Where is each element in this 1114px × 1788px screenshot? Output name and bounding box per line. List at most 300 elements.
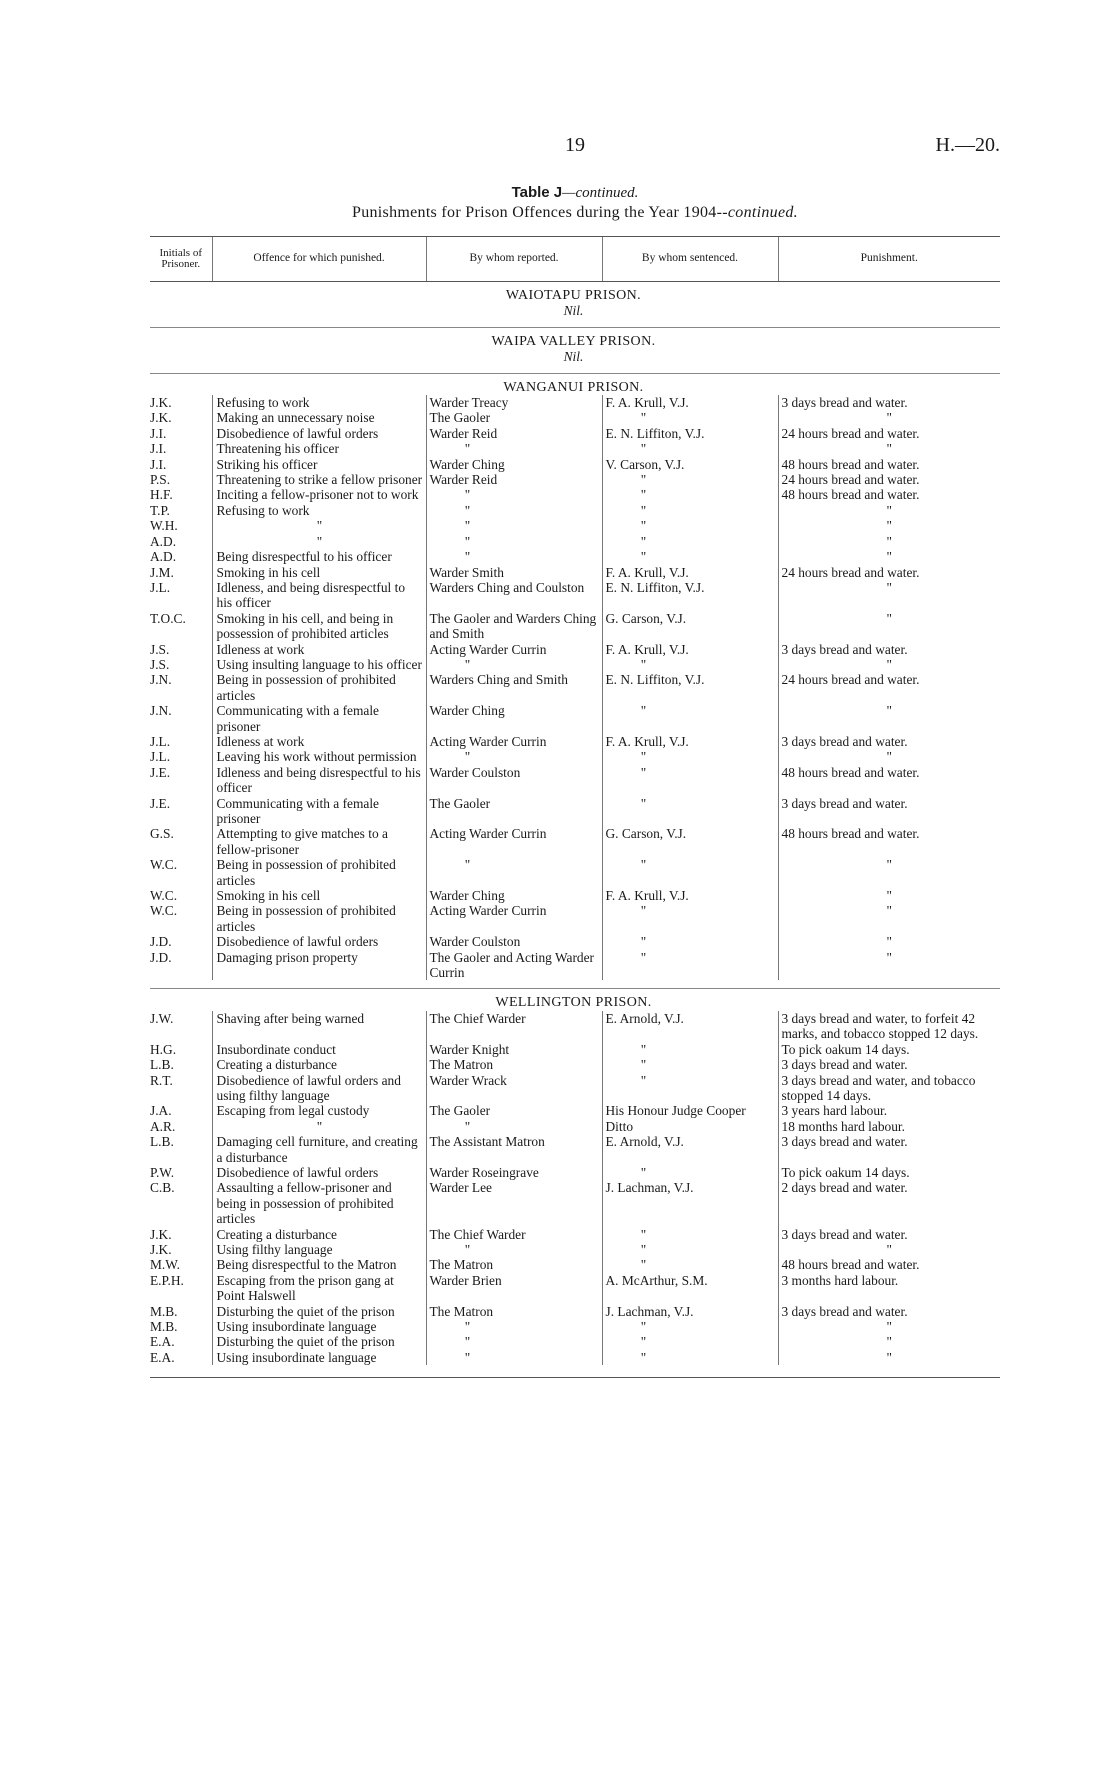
cell-text: Disturbing the quiet of the prison <box>216 1303 395 1319</box>
cell-text: " <box>464 441 471 457</box>
cell-text: " <box>640 518 647 534</box>
cell-reported <box>426 457 602 472</box>
table-row <box>150 1119 1000 1134</box>
table-row <box>150 950 1000 981</box>
cell-reported <box>426 426 602 441</box>
cell-text: " <box>640 410 647 426</box>
cell-text: A. McArthur, S.M. <box>605 1272 708 1288</box>
cell-initials <box>150 580 212 611</box>
cell-reported <box>426 441 602 456</box>
cell-reported <box>426 534 602 549</box>
cell-text: " <box>886 1319 892 1334</box>
cell-punishment <box>778 487 1000 502</box>
cell-initials <box>150 1242 212 1257</box>
cell-text: " <box>640 1257 647 1273</box>
table-row <box>150 395 1000 410</box>
cell-text: F. A. Krull, V.J. <box>605 733 689 749</box>
cell-punishment <box>778 1242 1000 1257</box>
cell-text: 2 days bread and water. <box>781 1180 908 1196</box>
cell-text: C.B. <box>150 1180 175 1196</box>
cell-text: " <box>464 1349 471 1365</box>
cell-reported <box>426 1165 602 1180</box>
cell-text: 3 days bread and water. <box>781 1057 908 1073</box>
page-header <box>150 134 1000 164</box>
cell-sentenced <box>602 857 778 888</box>
cell-punishment <box>778 1273 1000 1304</box>
page-number: 19 <box>565 134 585 156</box>
cell-initials <box>150 796 212 827</box>
cell-text: G. Carson, V.J. <box>605 610 687 626</box>
cell-sentenced <box>602 765 778 796</box>
cell-text: " <box>886 441 892 457</box>
cell-text: Creating a disturbance <box>216 1226 337 1242</box>
cell-punishment <box>778 410 1000 425</box>
cell-punishment <box>778 565 1000 580</box>
cell-offence <box>212 395 426 410</box>
cell-sentenced <box>602 1134 778 1165</box>
cell-sentenced <box>602 1103 778 1118</box>
cell-text: Creating a disturbance <box>216 1057 337 1073</box>
table-row <box>150 1134 1000 1165</box>
cell-punishment <box>778 1227 1000 1242</box>
cell-text: " <box>640 703 647 719</box>
cell-text: The Chief Warder <box>429 1226 526 1242</box>
cell-punishment <box>778 796 1000 827</box>
cell-text: " <box>464 518 471 534</box>
cell-initials <box>150 457 212 472</box>
cell-reported <box>426 518 602 533</box>
document-code: H.—20. <box>935 134 1000 156</box>
cell-initials <box>150 765 212 796</box>
cell-punishment <box>778 1304 1000 1319</box>
cell-sentenced <box>602 611 778 642</box>
cell-text: His Honour Judge Cooper <box>605 1103 746 1119</box>
cell-offence <box>212 903 426 934</box>
cell-text: H.G. <box>150 1041 177 1057</box>
cell-initials <box>150 934 212 949</box>
cell-offence <box>212 796 426 827</box>
cell-text: 48 hours bread and water. <box>781 1257 920 1273</box>
table-row <box>150 1273 1000 1304</box>
cell-initials <box>150 1350 212 1365</box>
cell-text: Damaging cell furniture, and creating a disturbance <box>216 1134 418 1165</box>
table-row <box>150 749 1000 764</box>
cell-text: Assaulting a fellow-prisoner and being in possession of prohibited articles <box>216 1180 394 1227</box>
cell-sentenced <box>602 472 778 487</box>
spacer-cell <box>150 980 1000 989</box>
cell-reported <box>426 395 602 410</box>
cell-punishment <box>778 1165 1000 1180</box>
table-row <box>150 826 1000 857</box>
cell-text: Ditto <box>605 1118 634 1134</box>
cell-reported <box>426 1180 602 1226</box>
cell-initials <box>150 1273 212 1304</box>
cell-punishment <box>778 703 1000 734</box>
cell-punishment <box>778 888 1000 903</box>
prison-section-heading <box>150 373 1000 395</box>
cell-text: Warder Ching <box>429 456 505 472</box>
cell-punishment <box>778 1073 1000 1104</box>
cell-reported <box>426 549 602 564</box>
cell-reported <box>426 672 602 703</box>
cell-text: " <box>640 949 647 965</box>
cell-text: 18 months hard labour. <box>781 1118 905 1134</box>
cell-text: " <box>640 1226 647 1242</box>
cell-offence <box>212 1180 426 1226</box>
cell-text: " <box>886 903 892 919</box>
table-row <box>150 565 1000 580</box>
cell-punishment <box>778 672 1000 703</box>
cell-text: " <box>464 502 471 518</box>
cell-text: J. Lachman, V.J. <box>605 1180 694 1196</box>
cell-reported <box>426 826 602 857</box>
cell-reported <box>426 1273 602 1304</box>
cell-text: 24 hours bread and water. <box>781 425 920 441</box>
cell-initials <box>150 487 212 502</box>
cell-initials <box>150 1257 212 1272</box>
cell-text: T.O.C. <box>150 610 186 626</box>
cell-sentenced <box>602 796 778 827</box>
cell-reported <box>426 1103 602 1118</box>
cell-text: Being in possession of prohibited articles <box>216 903 396 934</box>
cell-text: Acting Warder Currin <box>429 641 547 657</box>
cell-text: J.N. <box>150 672 172 688</box>
table-row <box>150 1057 1000 1072</box>
cell-initials <box>150 1227 212 1242</box>
cell-initials <box>150 1304 212 1319</box>
table-row <box>150 1242 1000 1257</box>
cell-offence <box>212 826 426 857</box>
cell-offence <box>212 642 426 657</box>
cell-text: " <box>464 1334 471 1350</box>
cell-sentenced <box>602 1165 778 1180</box>
prison-name: WELLINGTON PRISON. <box>150 989 1000 1011</box>
cell-text: J.D. <box>150 934 172 950</box>
cell-text: Warder Wrack <box>429 1072 507 1088</box>
cell-text: The Gaoler <box>429 410 491 426</box>
cell-initials <box>150 1011 212 1042</box>
cell-initials <box>150 1165 212 1180</box>
cell-text: J.L. <box>150 733 171 749</box>
cell-initials <box>150 441 212 456</box>
cell-text: E.A. <box>150 1334 175 1350</box>
section-spacer <box>150 980 1000 989</box>
table-row <box>150 672 1000 703</box>
cell-punishment <box>778 934 1000 949</box>
cell-text: T.P. <box>150 502 170 518</box>
cell-text: J.S. <box>150 641 170 657</box>
cell-sentenced <box>602 734 778 749</box>
table-title <box>150 184 1000 202</box>
cell-reported <box>426 565 602 580</box>
cell-text: V. Carson, V.J. <box>605 456 685 472</box>
cell-sentenced <box>602 441 778 456</box>
table-row <box>150 487 1000 502</box>
cell-sentenced <box>602 903 778 934</box>
cell-punishment <box>778 534 1000 549</box>
column-header-initials: Initials of Prisoner. <box>150 237 212 282</box>
table-row <box>150 657 1000 672</box>
cell-text: " <box>316 518 323 534</box>
table-row <box>150 857 1000 888</box>
cell-reported <box>426 642 602 657</box>
cell-offence <box>212 1103 426 1118</box>
cell-offence <box>212 1165 426 1180</box>
cell-text: E. Arnold, V.J. <box>605 1010 684 1026</box>
cell-text: " <box>886 518 892 534</box>
cell-initials <box>150 1119 212 1134</box>
cell-text: 3 days bread and water, and tobacco stopped 14 days. <box>781 1072 976 1103</box>
table-row <box>150 1304 1000 1319</box>
cell-reported <box>426 765 602 796</box>
cell-sentenced <box>602 580 778 611</box>
cell-sentenced <box>602 1334 778 1349</box>
cell-text: " <box>640 1041 647 1057</box>
cell-text: " <box>640 1164 647 1180</box>
cell-text: " <box>886 579 892 595</box>
cell-reported <box>426 857 602 888</box>
cell-text: 24 hours bread and water. <box>781 472 920 488</box>
cell-initials <box>150 1334 212 1349</box>
cell-sentenced <box>602 1257 778 1272</box>
cell-offence <box>212 1227 426 1242</box>
cell-text: W.C. <box>150 903 178 919</box>
cell-text: G. Carson, V.J. <box>605 826 687 842</box>
cell-text: 3 days bread and water. <box>781 1303 908 1319</box>
table-header-row <box>150 237 1000 282</box>
table-row <box>150 611 1000 642</box>
cell-text: " <box>886 949 892 965</box>
cell-text: Smoking in his cell <box>216 564 321 580</box>
cell-initials <box>150 1103 212 1118</box>
cell-punishment <box>778 1011 1000 1042</box>
cell-initials <box>150 703 212 734</box>
cell-text: 48 hours bread and water. <box>781 487 920 503</box>
cell-punishment <box>778 826 1000 857</box>
table-row <box>150 1227 1000 1242</box>
cell-text: " <box>640 472 647 488</box>
cell-reported <box>426 950 602 981</box>
table-subtitle <box>150 204 1000 222</box>
cell-text: Warder Roseingrave <box>429 1164 539 1180</box>
cell-punishment <box>778 642 1000 657</box>
cell-text: " <box>464 1118 471 1134</box>
cell-text: J.I. <box>150 441 167 457</box>
cell-text: F. A. Krull, V.J. <box>605 641 689 657</box>
cell-reported <box>426 1134 602 1165</box>
cell-offence <box>212 503 426 518</box>
table-row <box>150 1180 1000 1226</box>
cell-punishment <box>778 1319 1000 1334</box>
cell-initials <box>150 518 212 533</box>
cell-text: " <box>640 749 647 765</box>
cell-text: " <box>640 1057 647 1073</box>
cell-sentenced <box>602 487 778 502</box>
cell-text: G.S. <box>150 826 174 842</box>
table-row <box>150 1350 1000 1365</box>
cell-sentenced <box>602 642 778 657</box>
cell-sentenced <box>602 1319 778 1334</box>
cell-punishment <box>778 518 1000 533</box>
cell-text: M.W. <box>150 1257 181 1273</box>
cell-text: The Matron <box>429 1257 494 1273</box>
cell-text: Inciting a fellow-prisoner not to work <box>216 487 419 503</box>
cell-reported <box>426 1257 602 1272</box>
table-row <box>150 518 1000 533</box>
cell-reported <box>426 472 602 487</box>
cell-text: Idleness at work <box>216 733 305 749</box>
cell-text: J.L. <box>150 579 171 595</box>
cell-offence <box>212 734 426 749</box>
cell-reported <box>426 1304 602 1319</box>
cell-offence <box>212 1273 426 1304</box>
cell-text: The Gaoler <box>429 795 491 811</box>
cell-text: The Matron <box>429 1303 494 1319</box>
cell-punishment <box>778 1119 1000 1134</box>
cell-text: " <box>464 487 471 503</box>
cell-reported <box>426 657 602 672</box>
cell-text: F. A. Krull, V.J. <box>605 564 689 580</box>
prison-name: WAIOTAPU PRISON. <box>505 288 642 303</box>
cell-text: Warder Coulston <box>429 764 521 780</box>
cell-punishment <box>778 657 1000 672</box>
cell-initials <box>150 1134 212 1165</box>
table-row <box>150 441 1000 456</box>
cell-sentenced <box>602 565 778 580</box>
table-row <box>150 765 1000 796</box>
cell-text: E. Arnold, V.J. <box>605 1134 684 1150</box>
cell-initials <box>150 472 212 487</box>
cell-punishment <box>778 734 1000 749</box>
cell-text: " <box>886 1349 892 1365</box>
cell-text: F. A. Krull, V.J. <box>605 888 689 904</box>
cell-reported <box>426 1242 602 1257</box>
table-row <box>150 734 1000 749</box>
cell-offence <box>212 1134 426 1165</box>
cell-punishment <box>778 580 1000 611</box>
cell-reported <box>426 1319 602 1334</box>
cell-text: J.M. <box>150 564 174 580</box>
cell-text: J.A. <box>150 1103 172 1119</box>
cell-sentenced <box>602 1073 778 1104</box>
table-row <box>150 796 1000 827</box>
nil-label: Nil. <box>563 303 584 319</box>
cell-offence <box>212 703 426 734</box>
table-row <box>150 888 1000 903</box>
cell-text: J.I. <box>150 425 167 441</box>
cell-offence <box>212 1334 426 1349</box>
cell-text: " <box>640 502 647 518</box>
cell-text: Disobedience of lawful orders and using filthy language <box>216 1072 401 1103</box>
cell-sentenced <box>602 826 778 857</box>
cell-punishment <box>778 441 1000 456</box>
cell-text: A.D. <box>150 549 177 565</box>
cell-reported <box>426 1350 602 1365</box>
cell-text: " <box>640 549 647 565</box>
cell-text: J.K. <box>150 395 172 411</box>
prison-nil-row <box>150 349 1000 373</box>
cell-text: Warder Coulston <box>429 934 521 950</box>
cell-text: Warder Treacy <box>429 395 509 411</box>
cell-offence <box>212 1073 426 1104</box>
cell-punishment <box>778 1257 1000 1272</box>
cell-text: " <box>886 502 892 518</box>
cell-text: Being in possession of prohibited articles <box>216 857 396 888</box>
cell-sentenced <box>602 657 778 672</box>
cell-text: Being disrespectful to the Matron <box>216 1257 397 1273</box>
cell-text: " <box>640 934 647 950</box>
cell-initials <box>150 1042 212 1057</box>
cell-text: Acting Warder Currin <box>429 903 547 919</box>
prison-section-heading <box>150 989 1000 1011</box>
cell-reported <box>426 580 602 611</box>
cell-offence <box>212 657 426 672</box>
cell-text: L.B. <box>150 1057 174 1073</box>
prison-section-heading <box>150 327 1000 349</box>
cell-reported <box>426 903 602 934</box>
cell-sentenced <box>602 888 778 903</box>
cell-offence <box>212 950 426 981</box>
cell-text: Using insubordinate language <box>216 1319 377 1334</box>
column-header-sentenced: By whom sentenced. <box>602 237 778 282</box>
cell-text: " <box>886 857 892 873</box>
cell-sentenced <box>602 1042 778 1057</box>
cell-sentenced <box>602 749 778 764</box>
punishments-table <box>150 236 1000 1378</box>
cell-text: " <box>886 749 892 765</box>
cell-sentenced <box>602 934 778 949</box>
cell-text: J.I. <box>150 456 167 472</box>
cell-offence <box>212 749 426 764</box>
cell-initials <box>150 1180 212 1226</box>
table-row <box>150 1103 1000 1118</box>
table-row <box>150 503 1000 518</box>
cell-initials <box>150 903 212 934</box>
cell-punishment <box>778 472 1000 487</box>
cell-offence <box>212 534 426 549</box>
cell-text: Communicating with a female prisoner <box>216 795 380 826</box>
spacer-cell <box>150 1365 1000 1373</box>
cell-reported <box>426 703 602 734</box>
cell-offence <box>212 1350 426 1365</box>
cell-text: " <box>464 656 471 672</box>
cell-text: " <box>886 934 892 950</box>
cell-punishment <box>778 950 1000 981</box>
cell-text: " <box>640 441 647 457</box>
nil-label: Nil. <box>563 349 584 365</box>
cell-text: 3 months hard labour. <box>781 1272 899 1288</box>
cell-text: 48 hours bread and water. <box>781 826 920 842</box>
cell-text: 3 days bread and water. <box>781 733 908 749</box>
cell-sentenced <box>602 395 778 410</box>
cell-reported <box>426 410 602 425</box>
cell-offence <box>212 672 426 703</box>
table-row <box>150 1319 1000 1334</box>
cell-text: R.T. <box>150 1072 173 1088</box>
table-title-text: Table J <box>511 184 563 201</box>
cell-text: M.B. <box>150 1319 178 1334</box>
cell-text: E. N. Liffiton, V.J. <box>605 579 705 595</box>
table-row <box>150 1073 1000 1104</box>
cell-text: Threatening his officer <box>216 441 339 457</box>
cell-text: L.B. <box>150 1134 174 1150</box>
cell-text: Refusing to work <box>216 502 310 518</box>
cell-offence <box>212 1257 426 1272</box>
cell-punishment <box>778 503 1000 518</box>
cell-initials <box>150 426 212 441</box>
cell-text: " <box>886 410 892 426</box>
cell-sentenced <box>602 703 778 734</box>
